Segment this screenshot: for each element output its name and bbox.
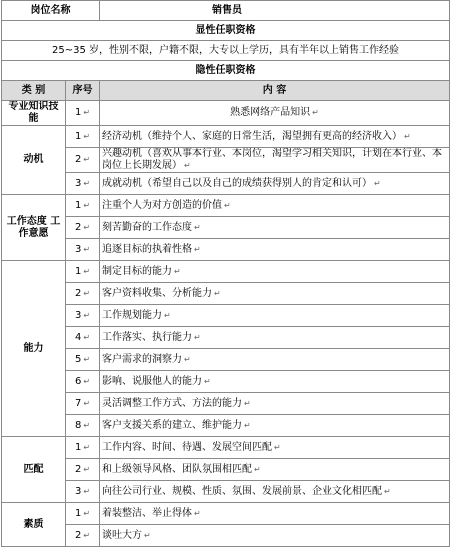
seq-cell xyxy=(66,126,100,148)
seq-number: 4 xyxy=(74,331,82,343)
content-text: 工作内容、时间、待遇、发展空间匹配 xyxy=(102,441,272,453)
paragraph-mark-icon: ↵ xyxy=(83,178,91,188)
content-text: 兴趣动机（喜欢从事本行业、本岗位，渴望学习相关知识，计划在本行业、本岗位上长期发展） xyxy=(102,148,442,171)
seq-number: 1 xyxy=(74,265,82,277)
content-cell xyxy=(100,173,450,195)
seq-cell xyxy=(66,393,100,415)
content-cell xyxy=(100,371,450,393)
content-cell xyxy=(100,525,450,547)
category-cell: 素质 xyxy=(2,503,66,547)
position-value: 销售员 xyxy=(100,1,450,21)
table-row xyxy=(2,393,450,415)
table-row xyxy=(2,217,450,239)
seq-cell xyxy=(66,261,100,283)
seq-cell xyxy=(66,283,100,305)
content-cell xyxy=(100,415,450,437)
seq-cell xyxy=(66,459,100,481)
content-text: 影响、说服他人的能力 xyxy=(102,375,202,387)
content-cell xyxy=(100,195,450,217)
seq-number: 5 xyxy=(74,353,82,365)
paragraph-mark-icon: ↵ xyxy=(83,222,91,232)
content-text: 和上级领导风格、团队氛围相匹配 xyxy=(102,463,252,475)
content-cell xyxy=(100,101,450,126)
seq-number: 1 xyxy=(74,130,82,142)
paragraph-mark-icon: ↵ xyxy=(244,398,251,408)
seq-cell xyxy=(66,239,100,261)
paragraph-mark-icon: ↵ xyxy=(83,420,91,430)
seq-cell xyxy=(66,327,100,349)
content-text: 向往公司行业、规模、性质、氛围、发展前景、企业文化相匹配 xyxy=(102,485,382,497)
seq-number: 3 xyxy=(74,485,82,497)
seq-cell xyxy=(66,437,100,459)
seq-cell xyxy=(66,305,100,327)
paragraph-mark-icon: ↵ xyxy=(404,131,411,141)
content-cell xyxy=(100,148,450,173)
paragraph-mark-icon: ↵ xyxy=(214,288,221,298)
content-cell xyxy=(100,393,450,415)
paragraph-mark-icon: ↵ xyxy=(194,222,201,232)
paragraph-mark-icon: ↵ xyxy=(374,178,381,188)
paragraph-mark-icon: ↵ xyxy=(244,420,251,430)
paragraph-mark-icon: ↵ xyxy=(144,530,151,540)
table-row xyxy=(2,305,450,327)
paragraph-mark-icon: ↵ xyxy=(83,310,91,320)
seq-number: 1 xyxy=(74,107,82,118)
category-cell: 能力 xyxy=(2,261,66,437)
table-row xyxy=(2,371,450,393)
table-row xyxy=(2,126,450,148)
paragraph-mark-icon: ↵ xyxy=(204,376,211,386)
content-cell xyxy=(100,126,450,148)
paragraph-mark-icon: ↵ xyxy=(164,310,171,320)
content-text: 灵活调整工作方式、方法的能力 xyxy=(102,397,242,409)
category-cell: 专业知识技能 xyxy=(2,101,66,126)
content-cell xyxy=(100,349,450,371)
content-text: 刻苦勤奋的工作态度 xyxy=(102,221,192,233)
seq-number: 2 xyxy=(74,154,82,165)
content-text: 注重个人为对方创造的价值 xyxy=(102,199,222,211)
seq-number: 3 xyxy=(74,309,82,321)
table-row xyxy=(2,481,450,503)
seq-cell xyxy=(66,415,100,437)
content-cell xyxy=(100,459,450,481)
explicit-title: 显性任职资格 xyxy=(2,21,450,41)
table-row xyxy=(2,349,450,371)
category-cell: 匹配 xyxy=(2,437,66,503)
paragraph-mark-icon: ↵ xyxy=(83,155,91,164)
content-text: 工作落实、执行能力 xyxy=(102,331,192,343)
seq-number: 7 xyxy=(74,397,82,409)
category-cell: 动机 xyxy=(2,126,66,195)
content-cell xyxy=(100,481,450,503)
column-header-seq: 序号 xyxy=(66,81,100,101)
table-row xyxy=(2,415,450,437)
content-text: 经济动机（维持个人、家庭的日常生活，渴望拥有更高的经济收入） xyxy=(102,130,402,142)
paragraph-mark-icon: ↵ xyxy=(83,108,91,117)
content-text: 熟悉网络产品知识 xyxy=(230,107,311,118)
content-cell xyxy=(100,305,450,327)
seq-cell xyxy=(66,217,100,239)
content-cell xyxy=(100,217,450,239)
paragraph-mark-icon: ↵ xyxy=(83,131,91,141)
table-row xyxy=(2,525,450,547)
seq-number: 8 xyxy=(74,419,82,431)
paragraph-mark-icon: ↵ xyxy=(83,332,91,342)
content-text: 客户需求的洞察力 xyxy=(102,353,182,365)
paragraph-mark-icon: ↵ xyxy=(184,161,191,170)
table-row xyxy=(2,283,450,305)
seq-number: 2 xyxy=(74,529,82,541)
paragraph-mark-icon: ↵ xyxy=(83,288,91,298)
paragraph-mark-icon: ↵ xyxy=(384,486,391,496)
paragraph-mark-icon: ↵ xyxy=(194,508,201,518)
seq-cell xyxy=(66,371,100,393)
content-cell xyxy=(100,239,450,261)
table-row xyxy=(2,459,450,481)
paragraph-mark-icon: ↵ xyxy=(83,530,91,540)
table-row xyxy=(2,503,450,525)
paragraph-mark-icon: ↵ xyxy=(83,398,91,408)
content-text: 制定目标的能力 xyxy=(102,265,172,277)
seq-number: 1 xyxy=(74,441,82,453)
position-label: 岗位名称 xyxy=(2,1,100,21)
paragraph-mark-icon: ↵ xyxy=(224,200,231,210)
table-row xyxy=(2,327,450,349)
paragraph-mark-icon: ↵ xyxy=(194,332,201,342)
seq-cell xyxy=(66,525,100,547)
seq-number: 1 xyxy=(74,507,82,519)
seq-cell xyxy=(66,503,100,525)
paragraph-mark-icon: ↵ xyxy=(83,244,91,254)
table-row xyxy=(2,437,450,459)
table-row xyxy=(2,101,450,126)
paragraph-mark-icon: ↵ xyxy=(83,508,91,518)
seq-cell xyxy=(66,101,100,126)
paragraph-mark-icon: ↵ xyxy=(83,376,91,386)
table-row xyxy=(2,261,450,283)
paragraph-mark-icon: ↵ xyxy=(194,244,201,254)
content-cell xyxy=(100,437,450,459)
seq-cell xyxy=(66,481,100,503)
paragraph-mark-icon: ↵ xyxy=(184,354,191,364)
seq-cell xyxy=(66,173,100,195)
content-text: 谈吐大方 xyxy=(102,529,142,541)
qualification-table xyxy=(1,0,450,547)
paragraph-mark-icon: ↵ xyxy=(83,354,91,364)
seq-number: 2 xyxy=(74,463,82,475)
content-text: 客户支援关系的建立、维护能力 xyxy=(102,419,242,431)
table-row xyxy=(2,239,450,261)
table-row xyxy=(2,195,450,217)
seq-number: 6 xyxy=(74,375,82,387)
content-text: 客户资料收集、分析能力 xyxy=(102,287,212,299)
content-cell xyxy=(100,327,450,349)
column-header-content: 内 容 xyxy=(100,81,450,101)
table-row xyxy=(2,148,450,173)
content-cell xyxy=(100,261,450,283)
seq-cell xyxy=(66,195,100,217)
paragraph-mark-icon: ↵ xyxy=(83,266,91,276)
paragraph-mark-icon: ↵ xyxy=(174,266,181,276)
content-cell xyxy=(100,283,450,305)
seq-cell xyxy=(66,349,100,371)
paragraph-mark-icon: ↵ xyxy=(274,442,281,452)
paragraph-mark-icon: ↵ xyxy=(254,464,261,474)
table-row xyxy=(2,173,450,195)
content-text: 追逐目标的执着性格 xyxy=(102,243,192,255)
paragraph-mark-icon: ↵ xyxy=(83,200,91,210)
paragraph-mark-icon: ↵ xyxy=(312,108,319,117)
category-cell: 工作态度 工作意愿 xyxy=(2,195,66,261)
paragraph-mark-icon: ↵ xyxy=(83,442,91,452)
content-cell xyxy=(100,503,450,525)
implicit-title: 隐性任职资格 xyxy=(2,61,450,81)
seq-number: 1 xyxy=(74,199,82,211)
seq-cell xyxy=(66,148,100,173)
paragraph-mark-icon: ↵ xyxy=(83,464,91,474)
paragraph-mark-icon: ↵ xyxy=(83,486,91,496)
seq-number: 3 xyxy=(74,177,82,189)
seq-number: 2 xyxy=(74,287,82,299)
explicit-text: 25~35 岁，性别不限，户籍不限，大专以上学历，具有半年以上销售工作经验 xyxy=(2,41,450,61)
column-header-category: 类 别 xyxy=(2,81,66,101)
content-text: 着装整洁、举止得体 xyxy=(102,507,192,519)
content-text: 成就动机（希望自己以及自己的成绩获得别人的肯定和认可） xyxy=(102,177,372,189)
seq-number: 2 xyxy=(74,221,82,233)
content-text: 工作规划能力 xyxy=(102,309,162,321)
seq-number: 3 xyxy=(74,243,82,255)
